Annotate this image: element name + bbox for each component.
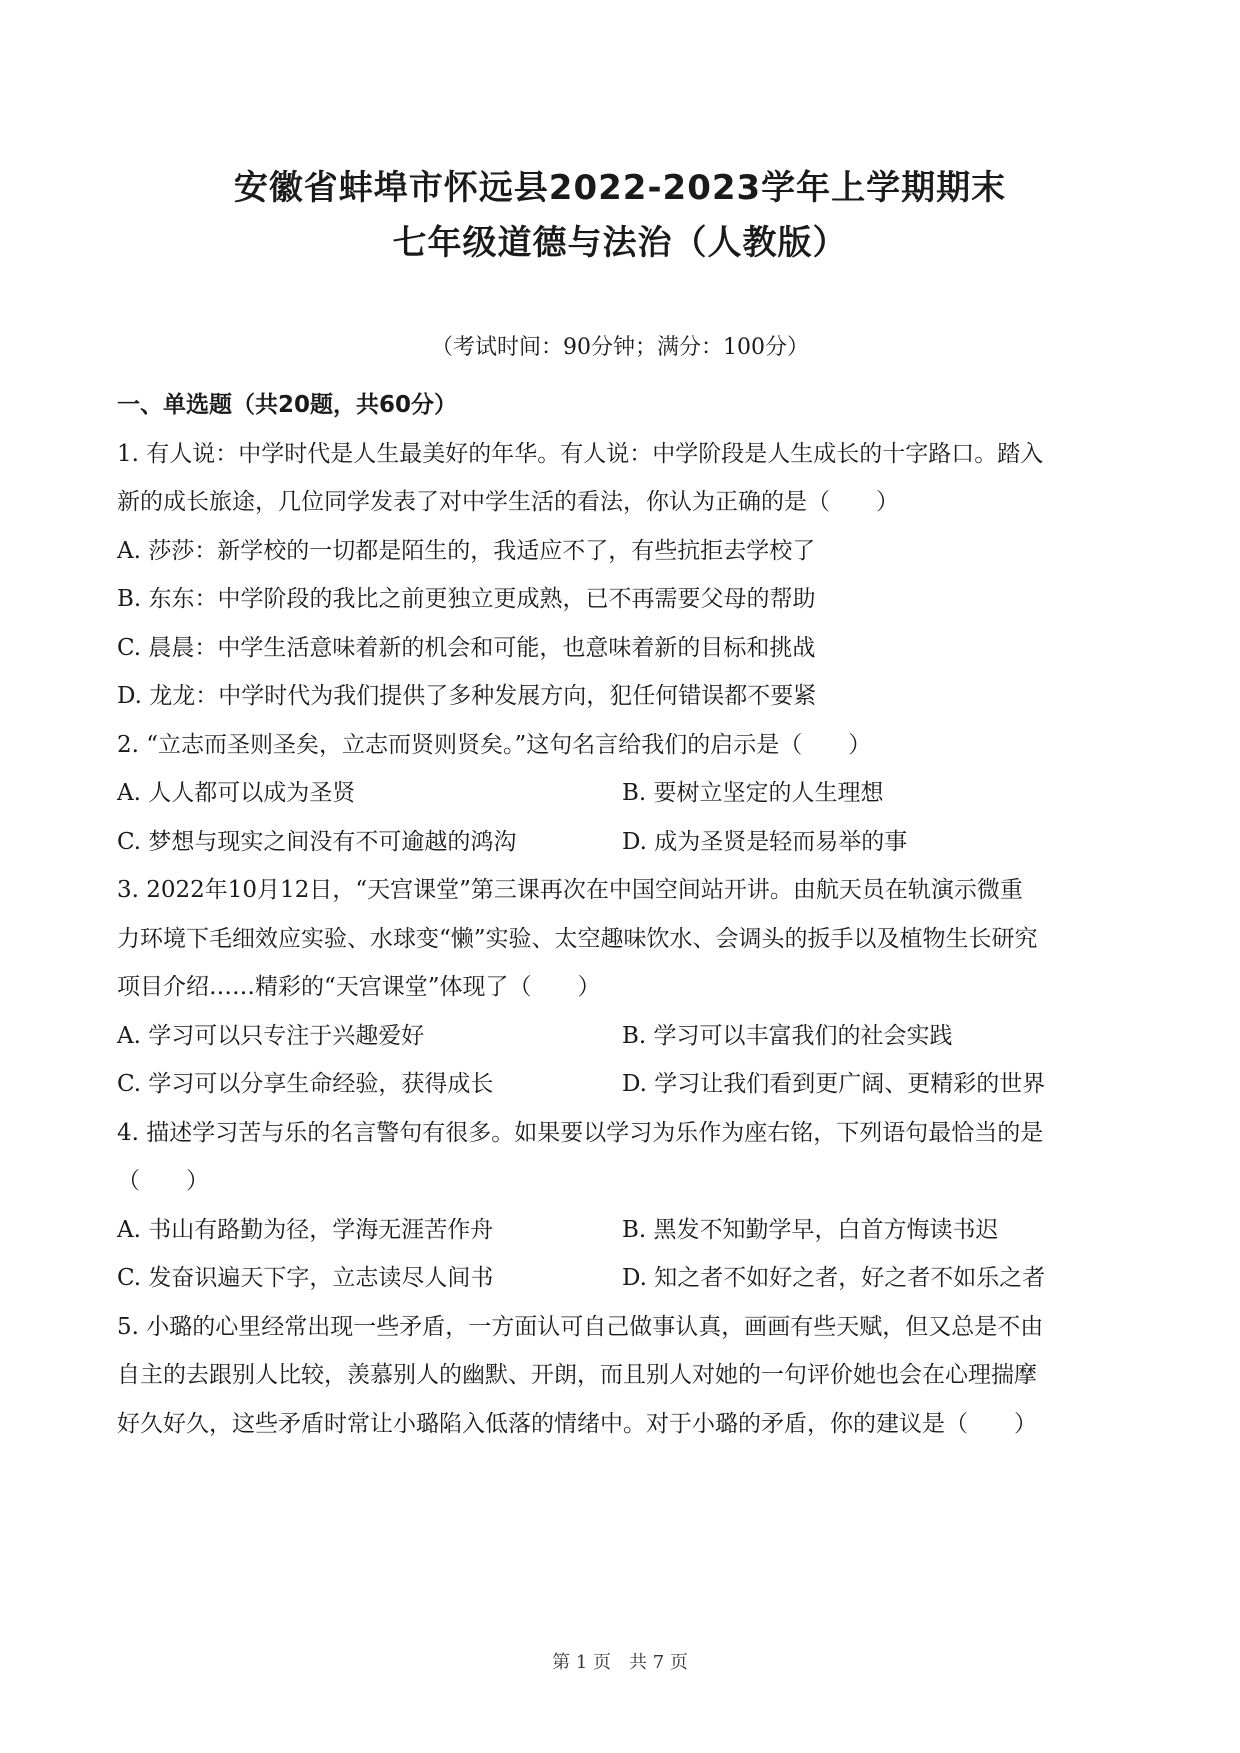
q2-option-a: A. 人人都可以成为圣贤 xyxy=(117,780,356,806)
q1-stem-line-1: 1. 有人说：中学时代是人生最美好的年华。有人说：中学阶段是人生成长的十字路口。踏入 xyxy=(117,441,1044,467)
q3-option-d: D. 学习让我们看到更广阔、更精彩的世界 xyxy=(622,1071,1046,1097)
q1-option-d: D. 龙龙：中学时代为我们提供了多种发展方向，犯任何错误都不要紧 xyxy=(117,683,817,709)
q3-stem-line-1: 3. 2022年10月12日，“天宫课堂”第三课再次在中国空间站开讲。由航天员在轨演示微重 xyxy=(117,877,1023,903)
q4-stem-line-1: 4. 描述学习苦与乐的名言警句有很多。如果要以学习为乐作为座右铭，下列语句最恰当的是 xyxy=(117,1120,1044,1146)
q5-stem-line-3: 好久好久，这些矛盾时常让小璐陷入低落的情绪中。对于小璐的矛盾，你的建议是（ ） xyxy=(117,1411,1037,1437)
q1-option-c: C. 晨晨：中学生活意味着新的机会和可能，也意味着新的目标和挑战 xyxy=(117,635,816,661)
q4-stem-line-2: （ ） xyxy=(117,1168,209,1194)
q2-option-c: C. 梦想与现实之间没有不可逾越的鸿沟 xyxy=(117,829,517,855)
q2-option-b: B. 要树立坚定的人生理想 xyxy=(622,780,884,806)
q5-stem-line-1: 5. 小璐的心里经常出现一些矛盾，一方面认可自己做事认真，画画有些天赋，但又总是不由 xyxy=(117,1314,1044,1340)
q1-stem-line-2: 新的成长旅途，几位同学发表了对中学生活的看法，你认为正确的是（ ） xyxy=(117,489,899,515)
section-heading: 一、单选题（共20题，共60分） xyxy=(117,392,458,418)
q4-option-a: A. 书山有路勤为径，学海无涯苦作舟 xyxy=(117,1217,494,1243)
q4-option-b: B. 黑发不知勤学早，白首方悔读书迟 xyxy=(622,1217,999,1243)
q1-option-a: A. 莎莎：新学校的一切都是陌生的，我适应不了，有些抗拒去学校了 xyxy=(117,538,816,564)
q2-option-d: D. 成为圣贤是轻而易举的事 xyxy=(622,829,908,855)
q3-option-b: B. 学习可以丰富我们的社会实践 xyxy=(622,1023,953,1049)
q3-stem-line-3: 项目介绍……精彩的“天宫课堂”体现了（ ） xyxy=(117,974,601,1000)
q3-option-c: C. 学习可以分享生命经验，获得成长 xyxy=(117,1071,494,1097)
page-footer: 第 1 页 共 7 页 xyxy=(552,1652,688,1673)
q4-option-c: C. 发奋识遍天下字，立志读尽人间书 xyxy=(117,1265,494,1291)
q1-option-b: B. 东东：中学阶段的我比之前更独立更成熟，已不再需要父母的帮助 xyxy=(117,586,816,612)
title-line-2: 七年级道德与法治（人教版） xyxy=(392,223,848,263)
q5-stem-line-2: 自主的去跟别人比较，羡慕别人的幽默、开朗，而且别人对她的一句评价她也会在心理揣摩 xyxy=(117,1362,1037,1388)
exam-info: （考试时间：90分钟；满分：100分） xyxy=(431,335,809,360)
q3-option-a: A. 学习可以只专注于兴趣爱好 xyxy=(117,1023,425,1049)
q3-stem-line-2: 力环境下毛细效应实验、水球变“懒”实验、太空趣味饮水、会调头的扳手以及植物生长研究 xyxy=(117,926,1038,952)
title-line-1: 安徽省蚌埠市怀远县2022-2023学年上学期期末 xyxy=(233,168,1007,208)
q2-stem: 2. “立志而圣则圣矣，立志而贤则贤矣。”这句名言给我们的启示是（ ） xyxy=(117,732,872,758)
q4-option-d: D. 知之者不如好之者，好之者不如乐之者 xyxy=(622,1265,1046,1291)
